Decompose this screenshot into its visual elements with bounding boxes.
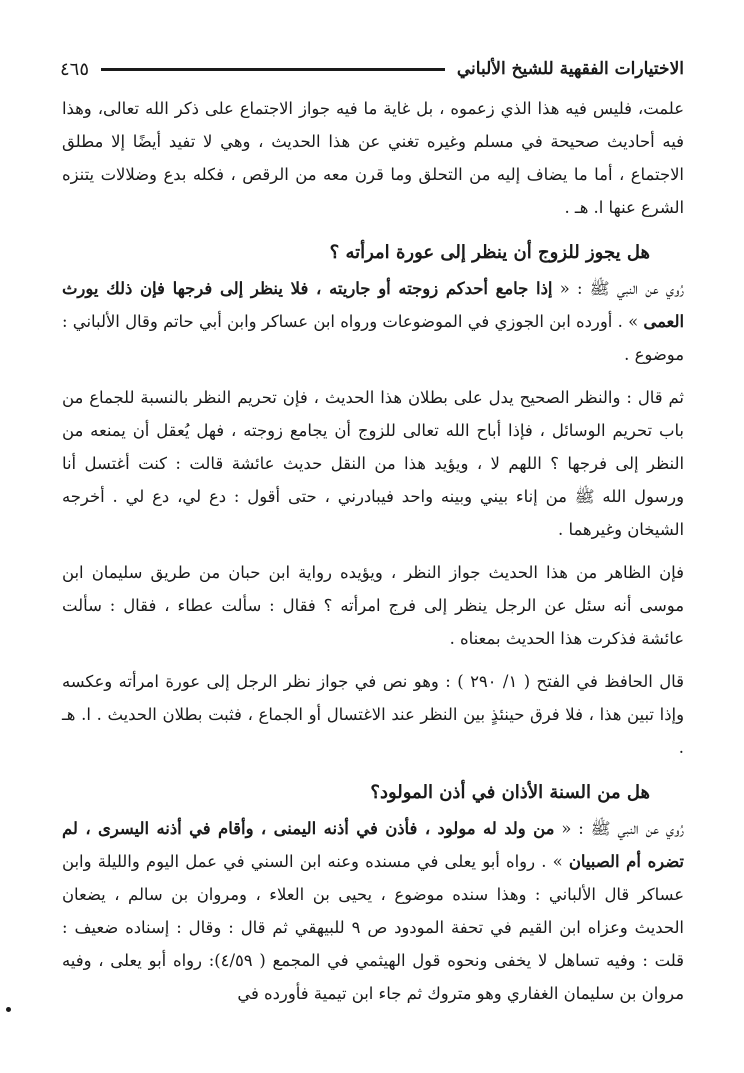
page-number: ٤٦٥ (60, 58, 90, 80)
paragraph: قال الحافظ في الفتح ( ١/ ٢٩٠ ) : وهو نص في جواز نظر الرجل إلى عورة امرأته وعكسه وإذا تبين هذا ، فلا فرق حينئذٍ بين النظر عند الاغتسال أو الجماع ، فثبت بطلان الحديث . ا. هـ . (62, 672, 684, 757)
hadith-text: إذا جامع أحدكم زوجته أو جاريته ، فلا ينظر إلى فرجها فإن ذلك يورث العمى (62, 279, 684, 331)
hadith-intro: رُوي عن النبي ﷺ : « (559, 279, 684, 298)
scan-speck (6, 1007, 11, 1012)
section-heading: هل من السنة الأذان في أذن المولود؟ (370, 782, 650, 803)
paragraph: فإن الظاهر من هذا الحديث جواز النظر ، ويؤيده رواية ابن حبان من طريق سليمان ابن موسى أنه سئل عن الرجل ينظر إلى فرج امرأته ؟ فقال : سألت عطاء ، فقال : سألت عائشة فذكرت هذا الحديث بمعناه . (62, 563, 684, 648)
paragraph: علمت، فليس فيه هذا الذي زعموه ، بل غاية ما فيه جواز الاجتماع على ذكر الله تعالى، وهذا فيه أحاديث صحيحة في مسلم وغيره تغني عن هذا الحديث ، وهي لا تفيد أيضًا إلا مطلق الاجتماع ، أما ما يضاف إليه من التحلق وما قرن معه من الرقص ، فكله بدع وضلالات يتنزه الشرع عنها ا. هـ . (62, 99, 684, 217)
header-rule (101, 68, 445, 71)
section-heading: هل يجوز للزوج أن ينظر إلى عورة امرأته ؟ (329, 242, 650, 263)
paragraph (62, 812, 684, 1010)
paragraph (62, 272, 684, 371)
running-header (60, 54, 684, 84)
book-title: الاختيارات الفقهية للشيخ الألباني (456, 59, 684, 79)
hadith-commentary: » . أورده ابن الجوزي في الموضوعات ورواه ابن عساكر وابن أبي حاتم وقال الألباني : موضوع . (62, 312, 684, 364)
paragraph: ثم قال : والنظر الصحيح يدل على بطلان هذا الحديث ، فإن تحريم النظر بالنسبة للجماع من باب تحريم الوسائل ، فإذا أباح الله تعالى للزوج أن يجامع زوجته ، فهل يُعقل أن يمنعه من النظر إلى فرجها ؟ اللهم لا ، ويؤيد هذا من النقل حديث عائشة قالت : كنت أغتسل أنا ورسول الله ﷺ من إناء بيني وبينه واحد فيبادرني ، حتى أقول : دع لي، دع لي . أخرجه الشيخان وغيرهما . (62, 388, 684, 539)
hadith-intro: رُوي عن النبي ﷺ : « (561, 819, 684, 838)
hadith-text: من ولد له مولود ، فأذن في أذنه اليمنى ، وأقام في أذنه اليسرى ، لم تضره أم الصبيان (62, 819, 684, 871)
hadith-commentary: » . رواه أبو يعلى في مسنده وعنه ابن السني في عمل اليوم والليلة وابن عساكر قال الألباني : وهذا سنده موضوع ، يحيى بن العلاء ، ومروان بن سالم ، يضعان الحديث وعزاه ابن القيم في تحفة المودود ص ٩ للبيهقي ثم قال : وقال : إسناده ضعيف : قلت : وفيه تساهل لا يخفى ونحوه قول الهيثمي في المجمع ( ٤/٥٩): رواه أبو يعلى ، وفيه مروان بن سليمان الغفاري وهو متروك ثم جاء ابن تيمية فأورده في (62, 852, 684, 1003)
page-body (62, 92, 684, 1010)
